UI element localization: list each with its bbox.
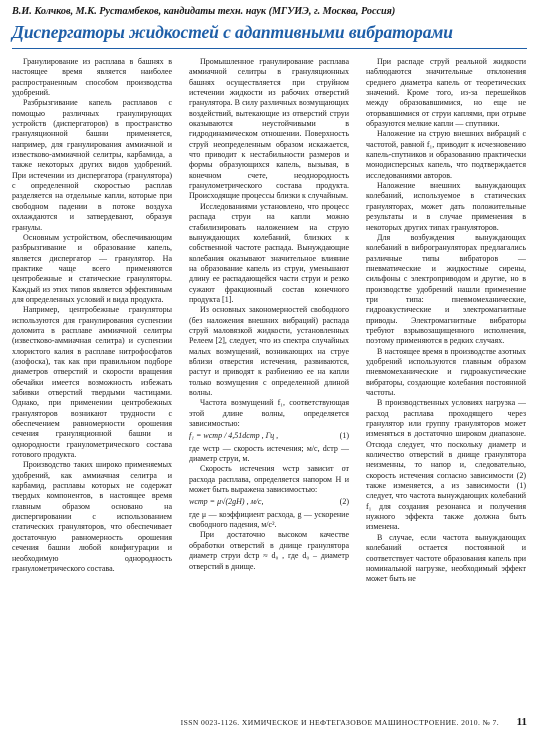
paragraph: При распаде струй реальной жидкости наблюдаются значительные отклонения среднего диаметра капель от теоретических значений. Кроме того, из-за перешейков между образовавшимися, но еще не оторвавшимися от струи каплями, при отрыве образуются мелкие капли — спутники. <box>366 57 526 129</box>
paragraph: Производство таких широко применяемых удобрений, как аммиачная селитра и карбамид, расплавы которых не содержат твердых компонентов, в настоящее время главным образом основано на диспергировании с использованием статических грануляторов, что обеспечивает достаточную равномерность орошения сечения башни любой конфигурации и необходимую однородность гранулометрического состава. <box>12 460 172 573</box>
paragraph: Частота возмущений f₁, соответствующая этой длине волны, определяется зависимостью: <box>189 398 349 429</box>
article-title: Диспергаторы жидкостей с адаптивными вибраторами <box>12 22 453 42</box>
equation-1-number: (1) <box>339 431 349 441</box>
paragraph: Скорость истечения wстр зависит от расхода расплава, определяется напором H и может быть выражена зависимостью: <box>189 464 349 495</box>
article-authors: В.И. Колчков, М.К. Рустамбеков, кандидаты техн. наук (МГУИЭ, г. Москва, Россия) <box>12 6 396 17</box>
paragraph: При достаточно высоком качестве обработки отверстий в днище гранулятора диаметр струи dстр ≈ d₀ , где d₀ – диаметр отверстий в днище. <box>189 530 349 571</box>
text-column-1 <box>12 57 172 712</box>
paragraph: Наложение внешних вынуждающих колебаний, используемое в статических грануляторах, может дать положительные результаты и в случае применения в некоторых других типах грануляторов. <box>366 181 526 232</box>
paragraph: Наложение на струю внешних вибраций с частотой, равной f₁, приводит к исчезновению капель-спутников и образованию практически монодисперсных капель, что подтверждается исследованиями авторов. <box>366 129 526 180</box>
paragraph: Из основных закономерностей свободного (без наложения внешних вибраций) распада струй маловязкой жидкости, установленных Релеем [2], следует, что из спектра случайных малых возмущений, возникающих на струе вблизи отверстия истечения, развиваются, растут и приводят к разбиению ее на капли только возмущения с определенной длиной волны. <box>189 305 349 397</box>
paragraph: В случае, если частота вынуждающих колебаний остается постоянной и соответствует частоте образования капель при номинальной нагрузке, необходимый эффект может быть не <box>366 532 526 584</box>
paragraph: В производственных условиях нагрузка — расход расплава проходящего через гранулятор или группу грануляторов может изменяться в достаточно широком диапазоне. Отсюда следует, что поскольку диаметр и количество отверстий в днище гранулятора неизменны, то напор и, следовательно, скорость истечения согласно зависимости (2) также изменяется, а из зависимости (1) следует, что частота вынуждающих колебаний f₁ для создания резонанса и получения нужного эффекта также должна быть изменена. <box>366 398 526 532</box>
paragraph: Для возбуждения вынуждающих колебаний в виброгрануляторах предлагались различные типы вибраторов — пневматические и жидкостные сирены, сильфоны с электроприводом и другие, но в производстве удобрений нашли применение три типа: пневмомеханические, гидроакустические и электромагнитные приводы. Электромагнитные вибраторы требуют взрывозащищенного исполнения, поэтому применяются в редких случаях. <box>366 232 526 346</box>
page-footer <box>12 716 527 730</box>
equation-1-body: f₁ = wстр / 4,51dстр , Гц , <box>189 431 279 441</box>
equation-2-legend: где μ — коэффициент расхода, g — ускорение свободного падения, м/с². <box>189 509 349 530</box>
equation-2 <box>189 497 349 507</box>
equation-2-number: (2) <box>339 497 349 507</box>
equation-1-legend: где wстр — скорость истечения; м/с, dстр — диаметр струи, м. <box>189 443 349 464</box>
paragraph: В настоящее время в производстве азотных удобрений используются главным образом пневмомеханические и гидроакустические вибраторы, создающие колебания постоянной частоты. <box>366 346 526 397</box>
paragraph: Исследованиями установлено, что процесс распада струи на капли можно стабилизировать наложением на струю вынуждающих колебаний, близких к собственной частоте распада. Вынуждающие колебания оказывают значительное влияние на образование капель из струи, уменьшают длину ее распадающейся части струи и резко сужают фракционный состав конечного продукта [1]. <box>189 201 349 304</box>
equation-2-body: wстр = μ√(2gH) , м/с, <box>189 497 264 507</box>
paragraph: Разбрызгивание капель расплавов с помощью различных гранулирующих устройств (диспергаторов) в пространство грануляционной башни применяется, например, для гранулирования аммиачной и известково-аммиачной селитры, карбамида, а также некоторых других видов удобрений. При истечении из диспергатора (гранулятора) с определенной скоростью расплав разделяется на отдельные капли, которые при свободном падении в потоке воздуха охлаждаются и затвердевают, образуя гранулы. <box>12 98 172 232</box>
text-column-3 <box>366 57 526 712</box>
paragraph: Промышленное гранулирование расплава аммиачной селитры в грануляционных башнях осуществляется при струйном истечении жидкости из рабочих отверстий гранулятора. В силу различных возмущающих воздействий, вытекающие из отверстий струи оказываются неустойчивыми в гидродинамическом отношении. Поверхность струй неопределенным образом искажается, что приводит к нестабильности размеров и формы образующихся капель, вызывая, в конечном счете, неоднородность гранулометрического состава продукта. Происходящие процессы близки к случайным. <box>189 57 349 201</box>
title-rule <box>12 48 527 49</box>
journal-citation: ISSN 0023-1126. ХИМИЧЕСКОЕ И НЕФТЕГАЗОВОЕ МАШИНОСТРОЕНИЕ. 2010. № 7. <box>180 718 499 727</box>
paragraph: Например, центробежные грануляторы используются для гранулирования суспензии доломита в расплаве аммиачной селитры (известково-аммиачная селитра) и суспензии хлористого калия в расплаве нитрофосфатов (азофоска), так как при правильном подборе диаметров отверстий и скорости вращения обечайки имеется возможность избежать забивки отверстий твердыми частицами. Однако, при применении центробежных грануляторов возникают трудности с обеспечением равномерности орошения сечения грануляционной башни и однородности гранулометрического состава готового продукта. <box>12 305 172 460</box>
paragraph: Гранулирование из расплава в башнях в настоящее время является наиболее распространенным способом производства удобрений. <box>12 57 172 98</box>
equation-1 <box>189 431 349 441</box>
paragraph: Основным устройством, обеспечивающим разбрызгивание и образование капель, является диспергатор — гранулятор. На практике чаще всего применяются центробежные и статические грануляторы. Каждый из этих типов является эффективным для определенных условий и вида продукта. <box>12 232 172 304</box>
text-column-2 <box>189 57 349 712</box>
page-number: 11 <box>516 716 527 728</box>
